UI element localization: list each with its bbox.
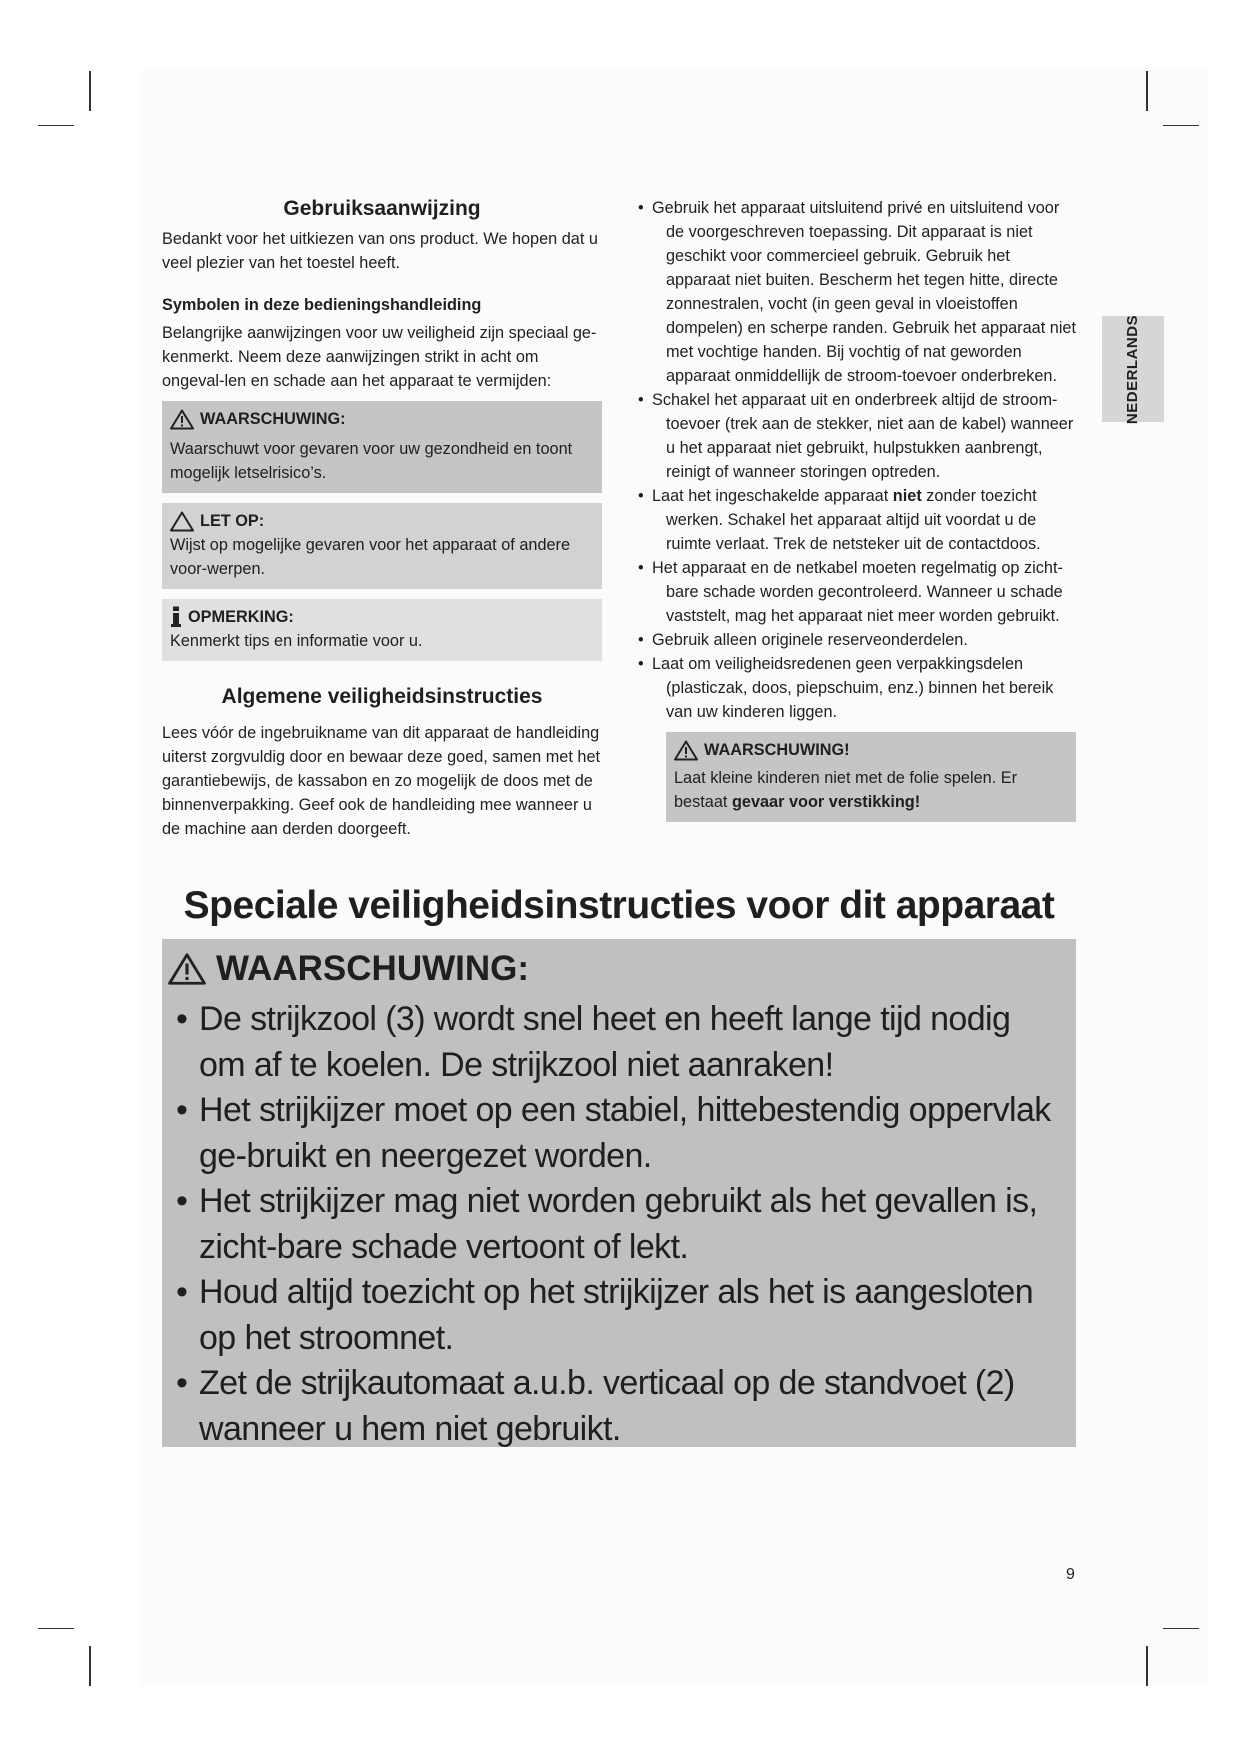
list-item: • Laat het ingeschakelde apparaat niet zonder toezicht werken. Schakel het apparaat altijd uit voordat u de ruimte verlaat. Trek de netsteker uit de contactdoos. bbox=[636, 484, 1076, 556]
manual-title: Gebruiksaanwijzing bbox=[283, 197, 481, 220]
crop-mark bbox=[1163, 1628, 1199, 1629]
list-item: • Gebruik het apparaat uitsluitend privé en uitsluitend voor de voorgeschreven toepassing. Dit apparaat is niet geschikt voor commercieel gebruik. Gebruik het apparaat niet buiten. Bescherm het tegen hitte, directe zonnestralen, vocht (in geen geval in vloeistoffen dompelen) en scherpe randen. Gebruik het apparaat niet met vochtige handen. Bij vochtig of nat geworden apparaat onmiddellijk de stroom-toevoer onderbreken. bbox=[636, 196, 1076, 388]
list-item: • De strijkzool (3) wordt snel heet en heeft lange tijd nodig om af te koelen. De strijkzool niet aanraken! bbox=[168, 997, 1062, 1088]
caution-triangle-icon bbox=[170, 511, 194, 532]
suffocation-warning-text: Laat kleine kinderen niet met de folie spelen. Er bestaat gevaar voor verstikking! bbox=[674, 769, 1018, 811]
crop-mark bbox=[1163, 125, 1199, 126]
list-item: • Zet de strijkautomaat a.u.b. verticaal op de standvoet (2) wanneer u hem niet gebruikt. bbox=[168, 1361, 1062, 1452]
list-item: • Houd altijd toezicht op het strijkijzer als het is aangesloten op het stroomnet. bbox=[168, 1270, 1062, 1361]
warning-box bbox=[162, 401, 602, 493]
crop-mark bbox=[89, 1646, 91, 1686]
caution-text: Wijst op mogelijke gevaren voor het apparaat of andere voor-werpen. bbox=[170, 536, 571, 578]
list-item: • Het strijkijzer mag niet worden gebruikt als het gevallen is, zicht-bare schade vertoont of lekt. bbox=[168, 1179, 1062, 1270]
page-number: 9 bbox=[1066, 1566, 1075, 1583]
symbols-heading: Symbolen in deze bedieningshandleiding bbox=[162, 296, 482, 314]
special-warning-label: WAARSCHUWING: bbox=[216, 949, 530, 988]
left-column bbox=[162, 197, 602, 841]
list-item: • Gebruik alleen originele reserveonderdelen. bbox=[636, 628, 1076, 652]
note-text: Kenmerkt tips en informatie voor u. bbox=[170, 632, 423, 650]
note-box bbox=[162, 599, 602, 661]
caution-box bbox=[162, 503, 602, 589]
warning-triangle-icon bbox=[168, 952, 206, 986]
safety-text: Lees vóór de ingebruikname van dit apparaat de handleiding uiterst zorgvuldig door en bewaar deze goed, samen met het garantiebewijs, de kassabon en zo mogelijk de doos met de binnenverpakking. Geef ook de handleiding mee wanneer u de machine aan derden doorgeeft. bbox=[162, 724, 601, 838]
special-warning-list bbox=[168, 997, 1062, 1452]
special-warning-box bbox=[162, 939, 1076, 1447]
language-tab bbox=[1102, 316, 1164, 422]
list-item: • Het apparaat en de netkabel moeten regelmatig op zicht-bare schade worden gecontroleerd. Wanneer u schade vaststelt, mag het apparaat niet meer worden gebruikt. bbox=[636, 556, 1076, 628]
intro-text: Bedankt voor het uitkiezen van ons product. We hopen dat u veel plezier van het toestel heeft. bbox=[162, 230, 598, 272]
warning-label: WAARSCHUWING: bbox=[200, 410, 346, 428]
suffocation-warning-box bbox=[666, 732, 1076, 822]
warning-text: Waarschuwt voor gevaren voor uw gezondheid en toont mogelijk letselrisico’s. bbox=[170, 440, 573, 482]
warning-triangle-icon bbox=[674, 740, 698, 761]
special-safety-title: Speciale veiligheidsinstructies voor dit apparaat bbox=[183, 884, 1055, 927]
symbols-text: Belangrijke aanwijzingen voor uw veiligheid zijn speciaal ge-kenmerkt. Neem deze aanwijzingen strikt in acht om ongeval-len en schade aan het apparaat te vermijden: bbox=[162, 324, 597, 390]
list-item: • Het strijkijzer moet op een stabiel, hittebestendig oppervlak ge-bruikt en neergezet worden. bbox=[168, 1088, 1062, 1179]
suffocation-warning-label: WAARSCHUWING! bbox=[704, 741, 850, 759]
caution-label: LET OP: bbox=[200, 512, 265, 530]
crop-mark bbox=[38, 1628, 74, 1629]
language-tab-label: NEDERLANDS bbox=[1124, 314, 1142, 424]
crop-mark bbox=[89, 71, 91, 111]
crop-mark bbox=[1146, 71, 1148, 111]
safety-title: Algemene veiligheidsinstructies bbox=[221, 685, 543, 708]
crop-mark bbox=[1146, 1646, 1148, 1686]
info-icon bbox=[170, 606, 182, 628]
right-column bbox=[636, 196, 1076, 822]
list-item: • Schakel het apparaat uit en onderbreek altijd de stroom-toevoer (trek aan de stekker, niet aan de kabel) wanneer u het apparaat niet gebruikt, hulpstukken aanbrengt, reinigt of wanneer storingen optreden. bbox=[636, 388, 1076, 484]
safety-list bbox=[636, 196, 1076, 724]
warning-triangle-icon bbox=[170, 409, 194, 430]
crop-mark bbox=[38, 125, 74, 126]
list-item: • Laat om veiligheidsredenen geen verpakkingsdelen (plasticzak, doos, piepschuim, enz.) binnen het bereik van uw kinderen liggen. bbox=[636, 652, 1076, 724]
note-label: OPMERKING: bbox=[188, 608, 294, 626]
